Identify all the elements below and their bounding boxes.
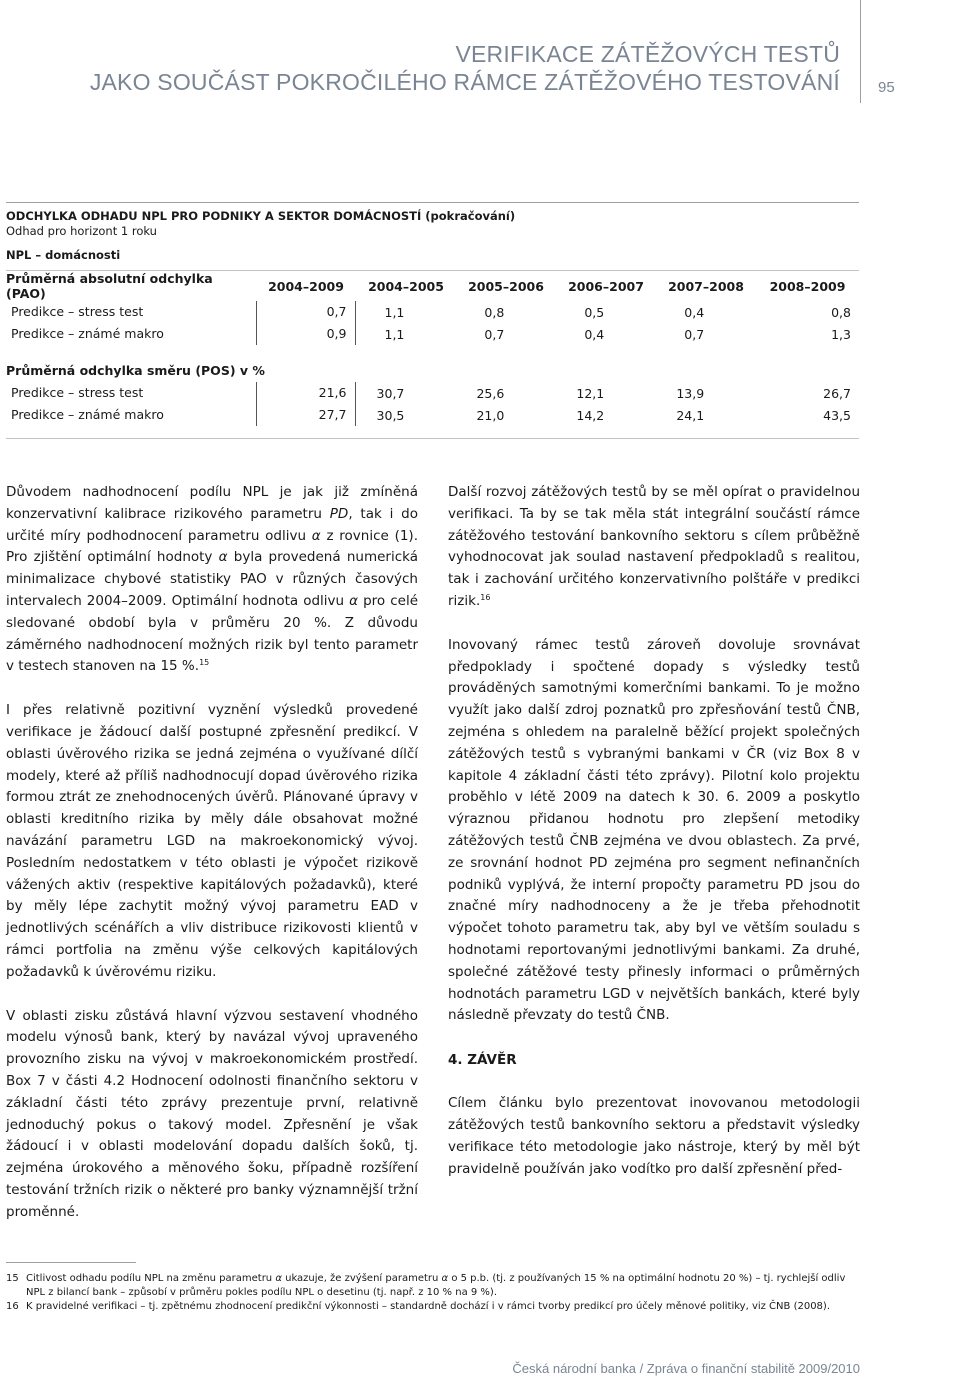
table-cell: 43,5: [823, 407, 851, 423]
text-run: Další rozvoj zátěžových testů by se měl opírat o pravidelnou verifikaci. Ta by se tak měla stát integrální součástí rámce zátěžového testování bankovního sektoru s cílem průběžně vyhodnocovat jak soulad nastavení předpokladů s realitou, tak i zachování určitého konzervativního polštáře v predikci rizik.: [448, 484, 860, 609]
footnote-number: 16: [6, 1301, 19, 1312]
text-run: byla provedená numerická minimalizace chybové statistiky PAO v různých časových intervalech 2004–2009. Optimální hodnota odlivu: [6, 549, 418, 609]
greek-alpha: α: [218, 549, 228, 566]
table-group-label: NPL – domácnosti: [6, 248, 121, 262]
text-run: Citlivost odhadu podílu NPL na změnu parametru: [26, 1273, 276, 1284]
page-number: 95: [878, 79, 895, 96]
table-cell: 30,5: [376, 407, 405, 423]
table-cell: 13,9: [676, 385, 705, 401]
table-cell: 0,5: [584, 304, 605, 320]
npl-deviation-table: [6, 202, 859, 439]
table-subtitle: Odhad pro horizont 1 roku: [6, 224, 157, 238]
section-title: Průměrná absolutní odchylka (PAO): [6, 271, 213, 301]
header-title-line1: VERIFIKACE ZÁTĚŽOVÝCH TESTŮ: [455, 41, 840, 67]
greek-alpha: α: [441, 1273, 449, 1284]
header-divider: [860, 0, 861, 103]
section-heading: 4. ZÁVĚR: [448, 1052, 517, 1069]
table-cell: 12,1: [576, 385, 605, 401]
greek-alpha: α: [349, 592, 359, 609]
greek-alpha: α: [311, 527, 321, 544]
text-run: pro celé sledované období byla v průměru 20 %. Z důvodu záměrného nadhodnocení možných rizik byl tento parametr v testech stanoven na 15 %.: [6, 592, 418, 675]
table-cell: 0,8: [831, 304, 851, 320]
table-cell: 1,1: [384, 304, 405, 320]
column-header: 2006–2007: [568, 278, 644, 294]
text-run: z rovnice (1). Pro zjištění optimální hodnoty: [6, 527, 418, 566]
footnote: [6, 1300, 860, 1314]
table-cell: 0,8: [484, 304, 505, 320]
text-run: , tak i do určité míry podhodnocení parametru odlivu: [6, 505, 418, 544]
column-header: 2004–2005: [368, 278, 444, 294]
column-header: 2008–2009: [769, 278, 846, 294]
paragraph: [448, 482, 860, 613]
table-row: [6, 323, 859, 345]
text-run-italic: PD: [329, 505, 349, 522]
table-row: [6, 382, 859, 404]
table-bottom-rule: [6, 438, 859, 439]
row-label: Predikce – stress test: [6, 382, 257, 404]
greek-alpha: α: [275, 1273, 282, 1284]
table-cell: 0,4: [584, 326, 605, 342]
column-header: 2004–2009: [268, 278, 344, 294]
table-header-row: [6, 271, 859, 301]
section-title: Průměrná odchylka směru (POS) v %: [6, 363, 265, 378]
table-row: [6, 404, 859, 426]
table-cell: 0,7: [257, 301, 357, 323]
row-label: Predikce – známé makro: [6, 404, 257, 426]
footnote-ref: 15: [199, 658, 210, 668]
paragraph: Cílem článku bylo prezentovat inovovanou metodologii zátěžových testů bankovního sektoru a představit výsledky verifikace této metodologie jako nástroje, který by měl být pravidelně používán jako vodítko pro další zpřesnění před-: [448, 1095, 860, 1177]
table-top-rule: [6, 202, 859, 203]
row-label: Predikce – známé makro: [6, 323, 257, 345]
footnote-number: 15: [6, 1273, 19, 1284]
footnotes: [6, 1272, 860, 1314]
table-cell: 27,7: [257, 404, 357, 426]
text-run: o 5 p.b. (tj. z používaných 15 % na optimální hodnotu 20 %) – tj. rychlejší odliv NPL z bilancí bank – způsobí v průměru pokles podílu NPL o desetinu (tj. např. z 10 % na 9 %).: [26, 1273, 846, 1298]
footnote-text: [26, 1272, 860, 1300]
footnote-rule: [6, 1262, 136, 1263]
table-cell: 26,7: [823, 385, 851, 401]
table-cell: 21,0: [476, 407, 505, 423]
body-column-right: [448, 482, 860, 1202]
header-title-line2: JAKO SOUČÁST POKROČILÉHO RÁMCE ZÁTĚŽOVÉHO TESTOVÁNÍ: [89, 69, 840, 95]
table-cell: 0,7: [484, 326, 505, 342]
page-footer: Česká národní banka / Zpráva o finanční stabilitě 2009/2010: [512, 1361, 860, 1376]
paragraph: I přes relativně pozitivní vyznění výsledků provedené verifikace je žádoucí další postupné zpřesnění predikcí. V oblasti úvěrového rizika se jedná zejména o využívané dílčí modely, které až příliš nadhodnocují dopad úvěrového rizika formou ztrát ze znehodnocených úvěrů. Plánované úpravy v oblasti kreditního rizika by měly dále obsahovat možné navázání parametru LGD na makroekonomický vývoj. Posledním nedostatkem v této oblasti je výpočet rizikově vážených aktiv (respektive kapitálových požadavků), které by měly lépe zachytit možný vývoj parametru EAD v jednotlivých scénářích a vliv distribuce rizikovosti klientů v rámci portfolia na změnu výše celkových kapitálových požadavků k úvěrovému riziku.: [6, 702, 418, 980]
footnote-ref: 16: [480, 592, 491, 602]
table-row: [6, 301, 859, 323]
paragraph: Inovovaný rámec testů zároveň dovoluje srovnávat předpoklady i spočtené dopady s výsledky testů prováděných samotnými komerčními bankami. To je možno využít jako další zdroj poznatků pro zpřesňování testů ČNB, zejména s ohledem na paralelně běžící projekt společných zátěžových testů s vybranými bankami v ČR (viz Box 8 v kapitole 4 základní části této zprávy). Pilotní kolo projektu proběhlo v létě 2009 na datech k 30. 6. 2009 a poskytlo výraznou přidanou hodnotu pro zlepšení metodiky zátěžových testů ČNB zejména ve dvou oblastech. Za prvé, ze srovnání hodnot PD zejména pro segment nefinančních podniků vyplývá, že interní propočty parametru PD jsou do značné míry nadhodnoceny a že je třeba přehodnotit výpočet tohoto parametru tak, aby byl ve větším souladu s hodnotami reportovanými jednotlivými bankami. Za druhé, společné zátěžové testy přinesly informaci o průměrných hodnotách parametru LGD v největších bankách, které byly následně převzaty do testů ČNB.: [448, 636, 860, 1024]
header-title: [90, 40, 840, 96]
table-cell: 25,6: [476, 385, 505, 401]
paragraph: [6, 482, 418, 678]
table-title: ODCHYLKA ODHADU NPL PRO PODNIKY A SEKTOR DOMÁCNOSTÍ (pokračování): [6, 209, 516, 223]
table-cell: 0,9: [257, 323, 357, 345]
body-column-left: [6, 482, 418, 1246]
table-cell: 21,6: [257, 382, 357, 404]
table-cell: 0,7: [684, 326, 705, 342]
footnote: [6, 1272, 860, 1300]
column-header: 2005–2006: [468, 278, 544, 294]
row-label: Predikce – stress test: [6, 301, 257, 323]
text-run: ukazuje, že zvýšení parametru: [281, 1273, 442, 1284]
table-cell: 24,1: [676, 407, 705, 423]
paragraph: V oblasti zisku zůstává hlavní výzvou sestavení vhodného modelu výnosů bank, který by navázal vývoj upraveného provozního zisku na vývoj v makroekonomickém prostředí. Box 7 v části 4.2 Hodnocení odolnosti finančního sektoru v základní části této zprávy prezentuje první, relativně jednoduchý pokus o takový model. Zpřesnění je však žádoucí i v oblasti modelování dopadu dalších šoků, tj. zejména úrokového a měnového šoku, případně rozšíření testování tržních rizik o některé pro banky významnější tržní proměnné.: [6, 1007, 418, 1220]
table-cell: 1,1: [384, 326, 405, 342]
column-header: 2007–2008: [668, 278, 744, 294]
table-cell: 0,4: [684, 304, 705, 320]
table-cell: 14,2: [576, 407, 605, 423]
table-cell: 30,7: [376, 385, 405, 401]
footnote-text: K pravidelné verifikaci – tj. zpětnému zhodnocení predikční výkonnosti – standardně dochází i v rámci tvorby predikcí pro účely měnové politiky, viz ČNB (2008).: [26, 1301, 830, 1312]
text-run: Důvodem nadhodnocení podílu NPL je jak již zmíněná konzervativní kalibrace rizikového parametru: [6, 484, 418, 522]
table-cell: 1,3: [831, 326, 851, 342]
